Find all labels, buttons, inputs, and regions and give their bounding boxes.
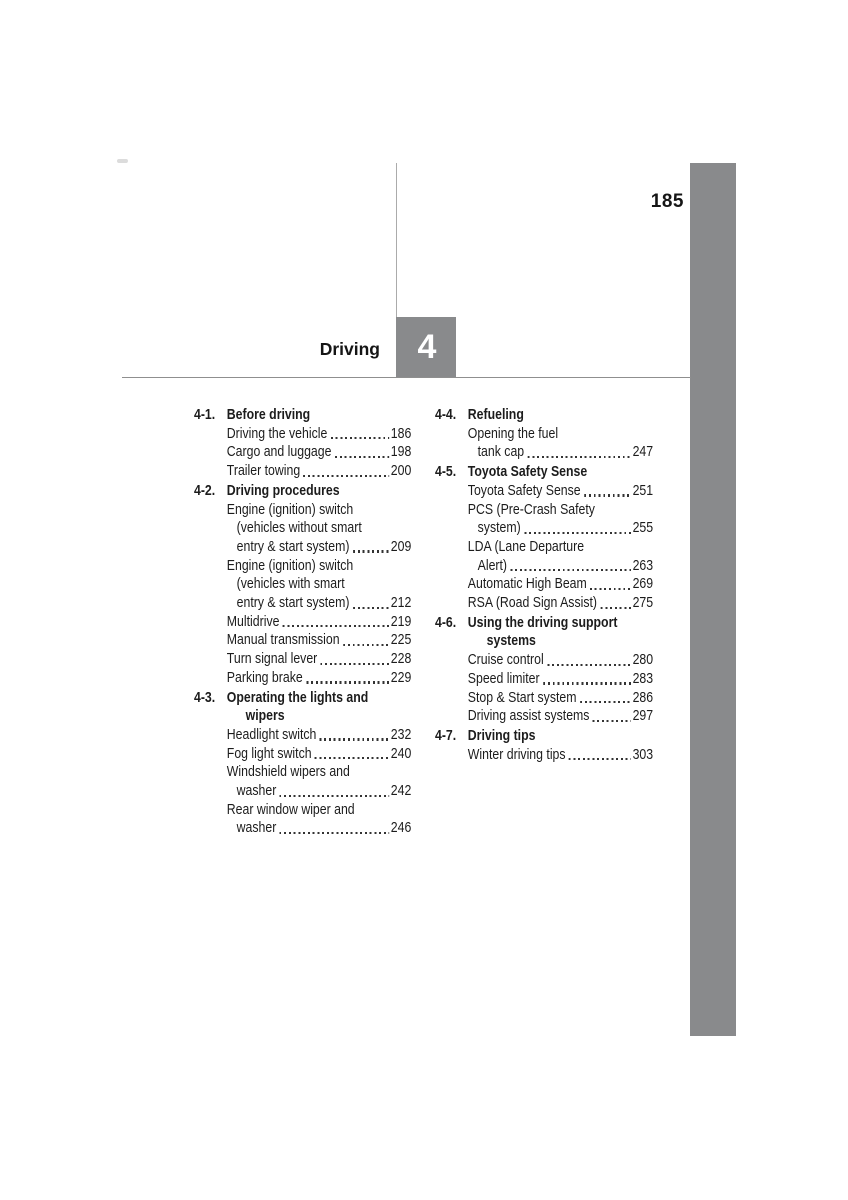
toc-entry-page: 225: [390, 631, 412, 649]
toc-entry-page: 212: [390, 594, 412, 612]
toc-entry-line: PCS (Pre-Crash Safety: [467, 500, 595, 518]
toc-entry: [227, 726, 411, 745]
chapter-number-badge: [396, 317, 456, 377]
toc-section-id: 4-6.: [435, 613, 457, 631]
dot-leader: [283, 625, 389, 627]
toc-entry-text: Turn signal lever: [226, 650, 318, 668]
scan-artifact: [117, 159, 128, 163]
toc-section-title: [227, 689, 411, 726]
toc-entry-page: 251: [632, 481, 654, 499]
toc-entry-line: (vehicles without smart: [236, 519, 362, 537]
toc-section: [435, 614, 653, 726]
header-vertical-rule: [396, 163, 397, 317]
toc-entry-line: [227, 819, 411, 838]
dot-leader: [331, 437, 390, 439]
toc-entry: [227, 462, 411, 481]
toc-entry-page: 269: [632, 575, 654, 593]
dot-leader: [584, 494, 631, 496]
toc-entry-text: entry & start system): [236, 594, 350, 612]
toc-section-title: [227, 406, 411, 425]
dot-leader: [280, 832, 390, 834]
toc-entry-page: 297: [632, 707, 654, 725]
toc-section-title: [468, 406, 653, 425]
dot-leader: [524, 532, 631, 534]
toc-entry: [227, 745, 411, 764]
toc-entry-line: [227, 669, 411, 688]
dot-leader: [510, 569, 631, 571]
dot-leader: [527, 456, 631, 458]
dot-leader: [335, 456, 389, 458]
toc-entry-text: entry & start system): [236, 537, 350, 555]
toc-entry-page: 198: [390, 443, 412, 461]
toc-entry-line: [468, 519, 653, 538]
toc-entry: [468, 425, 653, 462]
toc-entry: [468, 746, 653, 765]
toc-entry-page: 242: [390, 782, 412, 800]
toc-section-title: [468, 727, 653, 746]
toc-entry-line: [468, 707, 653, 726]
chapter-number: 4: [417, 327, 437, 366]
toc-entry-text: Headlight switch: [226, 725, 317, 743]
toc-entry-text: washer: [236, 782, 277, 800]
toc-entry-text: Manual transmission: [226, 631, 340, 649]
dot-leader: [303, 475, 389, 477]
toc-entry-page: 283: [632, 669, 654, 687]
toc-entry-line: [468, 689, 653, 708]
toc-entry-text: Alert): [477, 556, 508, 574]
toc-section: [194, 482, 411, 688]
toc-entry-text: tank cap: [477, 443, 525, 461]
dot-leader: [593, 720, 631, 722]
toc-entry-page: 246: [390, 819, 412, 837]
toc-entry-line: [468, 482, 653, 501]
toc-entry-page: 232: [390, 725, 412, 743]
dot-leader: [569, 758, 631, 760]
toc-section-title-line: Before driving: [226, 406, 311, 423]
toc-entry-line: [468, 575, 653, 594]
toc-entry: [227, 763, 411, 800]
toc-entry-line: [468, 443, 653, 462]
toc-entry-line: [468, 594, 653, 613]
toc-section-id: 4-5.: [435, 463, 457, 481]
toc-section-id: 4-1.: [194, 406, 216, 423]
toc-entry: [227, 613, 411, 632]
dot-leader: [315, 757, 389, 759]
toc-entry-line: LDA (Lane Departure: [467, 537, 585, 555]
toc-entry: [227, 557, 411, 613]
toc-entry-text: Multidrive: [226, 612, 280, 630]
toc-entry-line: (vehicles with smart: [236, 575, 345, 593]
toc-entry: [227, 801, 411, 838]
dot-leader: [600, 607, 631, 609]
toc-section-id: 4-7.: [435, 726, 457, 744]
toc-entry: [468, 594, 653, 613]
chapter-edge-tab: [690, 163, 736, 1036]
toc-entry-line: [227, 594, 411, 613]
toc-entry-line: [468, 557, 653, 576]
toc-entry: [227, 425, 411, 444]
toc-section: [194, 689, 411, 839]
toc-section: [435, 406, 653, 462]
toc-entry-page: 247: [632, 443, 654, 461]
toc-entry: [468, 707, 653, 726]
toc-entry-line: [227, 726, 411, 745]
header-horizontal-rule: [122, 377, 691, 378]
toc-entry-page: 275: [632, 594, 654, 612]
toc-section: [194, 406, 411, 481]
dot-leader: [306, 681, 389, 683]
toc-entry-text: Toyota Safety Sense: [467, 481, 581, 499]
toc-entries: [227, 425, 411, 481]
toc-entry-line: [227, 613, 411, 632]
toc-entry-page: 280: [632, 651, 654, 669]
dot-leader: [353, 607, 389, 609]
toc-section: [435, 727, 653, 764]
toc-entry-text: Stop & Start system: [467, 688, 577, 706]
toc-entry-page: 228: [390, 650, 412, 668]
toc-entry-page: 219: [390, 612, 412, 630]
toc-entry-page: 303: [632, 745, 654, 763]
toc-entry-text: Fog light switch: [226, 744, 312, 762]
toc-entry: [227, 631, 411, 650]
toc-entries: [468, 746, 653, 765]
toc-section-title-line: wipers: [245, 707, 285, 725]
toc-entry: [227, 443, 411, 462]
toc-entry-line: Engine (ignition) switch: [226, 556, 354, 574]
toc-entry: [468, 538, 653, 575]
toc-entries: [468, 651, 653, 726]
toc-entries: [227, 501, 411, 688]
toc-entry-line: [227, 538, 411, 557]
toc-section: [435, 463, 653, 613]
toc-entry-line: [227, 650, 411, 669]
toc-entry: [227, 501, 411, 557]
toc-entry-line: Windshield wipers and: [226, 763, 350, 781]
toc-section-title-line: Toyota Safety Sense: [467, 463, 588, 481]
toc-entry-line: [468, 670, 653, 689]
toc-entry-page: 229: [390, 668, 412, 686]
dot-leader: [543, 682, 631, 684]
toc-section-title: [468, 463, 653, 482]
toc-entry-text: Driving the vehicle: [226, 424, 328, 442]
toc-entry: [468, 575, 653, 594]
dot-leader: [590, 588, 631, 590]
dot-leader: [320, 738, 389, 740]
toc-entry: [227, 650, 411, 669]
toc-entry-line: Engine (ignition) switch: [226, 500, 354, 518]
toc-entries: [468, 482, 653, 613]
toc-section-title-line: Driving procedures: [226, 481, 340, 499]
dot-leader: [280, 795, 390, 797]
toc-section-id: 4-2.: [194, 481, 216, 499]
toc-column-left: [194, 406, 411, 838]
chapter-title: Driving: [319, 339, 380, 359]
toc-section-title-line: Refueling: [467, 406, 524, 423]
toc-column-right: [435, 406, 653, 764]
toc-section-title-line: systems: [486, 632, 536, 650]
toc-entry: [227, 669, 411, 688]
toc-section-title-line: Operating the lights and: [226, 688, 369, 706]
toc-entry-text: Winter driving tips: [467, 745, 566, 763]
toc-entry-line: [227, 782, 411, 801]
dot-leader: [580, 701, 631, 703]
toc-entry-text: Trailer towing: [226, 462, 301, 480]
toc-section-title: [227, 482, 411, 501]
toc-entry-text: Automatic High Beam: [467, 575, 587, 593]
toc-entry-page: 240: [390, 744, 412, 762]
toc-entry-line: [227, 443, 411, 462]
toc-entry-page: 286: [632, 688, 654, 706]
toc-entry: [468, 482, 653, 501]
toc-entry-page: 186: [390, 424, 412, 442]
toc-entry-text: system): [477, 519, 521, 537]
toc-entry-page: 255: [632, 519, 654, 537]
dot-leader: [353, 550, 389, 552]
toc-entry-text: washer: [236, 819, 277, 837]
toc-section-title-line: Driving tips: [467, 726, 536, 744]
page-number: 185: [650, 191, 684, 212]
toc-entry-text: RSA (Road Sign Assist): [467, 594, 598, 612]
toc-entry-line: [227, 462, 411, 481]
toc-entry-page: 263: [632, 556, 654, 574]
toc-entry-line: Rear window wiper and: [226, 800, 355, 818]
toc-entry-text: Cargo and luggage: [226, 443, 332, 461]
toc-section-id: 4-3.: [194, 688, 216, 706]
toc-entries: [227, 726, 411, 838]
toc-section-id: 4-4.: [435, 406, 457, 423]
toc-entry-page: 209: [390, 537, 412, 555]
dot-leader: [321, 663, 390, 665]
toc-entries: [468, 425, 653, 462]
toc-entry: [468, 501, 653, 538]
toc-entry: [468, 651, 653, 670]
toc-entry-line: [468, 651, 653, 670]
dot-leader: [547, 664, 631, 666]
toc-entry: [468, 689, 653, 708]
toc-entry-line: [227, 745, 411, 764]
toc-entry-page: 200: [390, 462, 412, 480]
toc-entry-line: Opening the fuel: [467, 424, 559, 442]
toc-entry-line: [227, 425, 411, 444]
toc-entry-text: Parking brake: [226, 668, 303, 686]
toc-section-title-line: Using the driving support: [467, 613, 618, 631]
toc-entry-line: [468, 746, 653, 765]
toc-entry-text: Cruise control: [467, 651, 544, 669]
toc-entry-line: [227, 631, 411, 650]
dot-leader: [343, 644, 389, 646]
toc-entry: [468, 670, 653, 689]
toc-entry-text: Speed limiter: [467, 669, 540, 687]
toc-section-title: [468, 614, 653, 651]
toc-entry-text: Driving assist systems: [467, 707, 590, 725]
